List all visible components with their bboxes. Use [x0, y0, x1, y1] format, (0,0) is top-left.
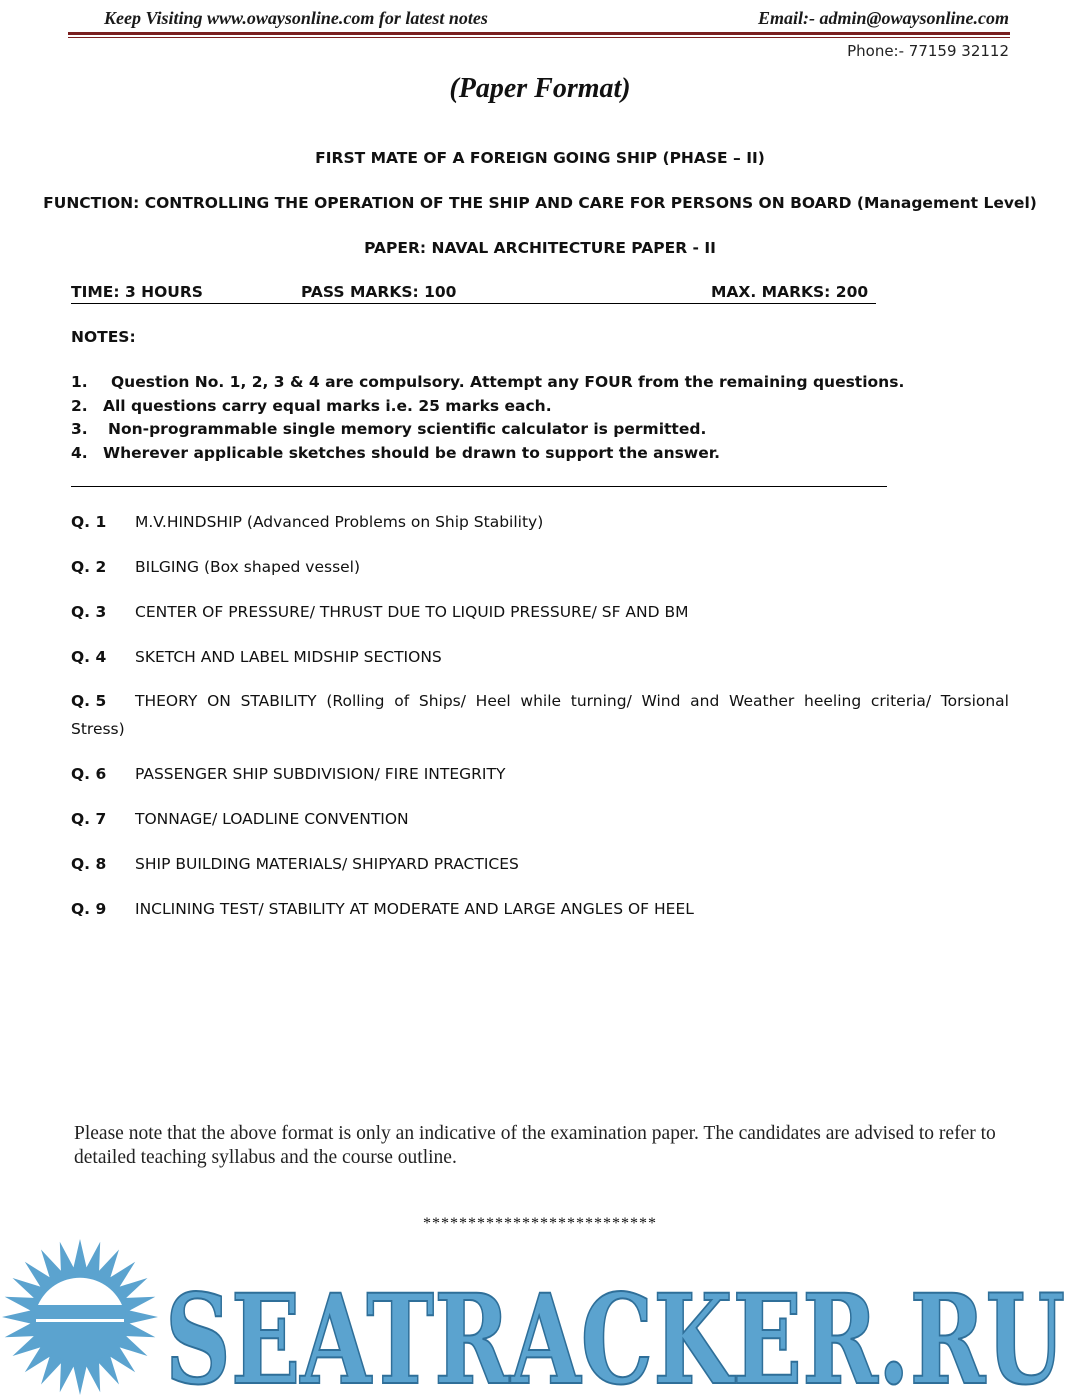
- header-email: Email:- admin@owaysonline.com: [758, 8, 1009, 28]
- question-number: Q. 3: [71, 603, 107, 621]
- question-number: Q. 4: [71, 648, 107, 666]
- question-number: Q. 8: [71, 855, 107, 873]
- paper-line: PAPER: NAVAL ARCHITECTURE PAPER - II: [364, 239, 716, 257]
- time-label: TIME: 3 HOURS: [71, 283, 203, 301]
- note-text: Question No. 1, 2, 3 & 4 are compulsory. Attempt any FOUR from the remaining questions.: [111, 373, 905, 391]
- note-item: [71, 373, 904, 391]
- header-rule-thin: [68, 37, 1010, 38]
- course-title: FIRST MATE OF A FOREIGN GOING SHIP (PHASE – II): [315, 149, 765, 167]
- note-text: All questions carry equal marks i.e. 25 marks each.: [103, 397, 552, 415]
- function-line: FUNCTION: CONTROLLING THE OPERATION OF THE SHIP AND CARE FOR PERSONS ON BOARD (Management Level): [43, 194, 1037, 212]
- note-number: 1.: [71, 373, 88, 391]
- question-number: Q. 1: [71, 513, 107, 531]
- question-text: PASSENGER SHIP SUBDIVISION/ FIRE INTEGRITY: [135, 765, 506, 783]
- question-number: Q. 7: [71, 810, 107, 828]
- question-text: INCLINING TEST/ STABILITY AT MODERATE AND LARGE ANGLES OF HEEL: [135, 900, 694, 918]
- question-text: SKETCH AND LABEL MIDSHIP SECTIONS: [135, 648, 442, 666]
- header-phone: Phone:- 77159 32112: [847, 42, 1009, 60]
- watermark-text: SEATRACKER.RU: [165, 1268, 1065, 1397]
- end-marker: **************************: [423, 1215, 657, 1232]
- question-number: Q. 9: [71, 900, 107, 918]
- note-item: [71, 420, 706, 438]
- question-text: M.V.HINDSHIP (Advanced Problems on Ship Stability): [135, 513, 544, 531]
- max-marks-label: MAX. MARKS: 200: [711, 283, 869, 301]
- note-item: [71, 397, 552, 415]
- question-text: TONNAGE/ LOADLINE CONVENTION: [135, 810, 409, 828]
- note-number: 3.: [71, 420, 88, 438]
- section-divider: [71, 486, 887, 487]
- question-text: BILGING (Box shaped vessel): [135, 558, 361, 576]
- question-text-continuation: Stress): [71, 720, 125, 738]
- notes-heading: NOTES:: [71, 328, 136, 346]
- sun-icon: [2, 1239, 158, 1395]
- disclaimer-note: Please note that the above format is only an indicative of the examination paper. The candidates are advised to refer to detailed teaching syllabus and the course outline.: [74, 1123, 996, 1168]
- question-number: Q. 6: [71, 765, 107, 783]
- question-text: SHIP BUILDING MATERIALS/ SHIPYARD PRACTICES: [135, 855, 519, 873]
- note-number: 4.: [71, 444, 88, 462]
- header-rule: [68, 32, 1010, 35]
- note-text: Non-programmable single memory scientific calculator is permitted.: [108, 420, 707, 438]
- question-text: CENTER OF PRESSURE/ THRUST DUE TO LIQUID PRESSURE/ SF AND BM: [135, 603, 689, 621]
- pass-marks-label: PASS MARKS: 100: [301, 283, 457, 301]
- question-text: THEORY ON STABILITY (Rolling of Ships/ Heel while turning/ Wind and Weather heeling criteria/ Torsional: [135, 692, 1009, 710]
- note-number: 2.: [71, 397, 88, 415]
- question-number: Q. 5: [71, 692, 107, 710]
- note-text: Wherever applicable sketches should be drawn to support the answer.: [103, 444, 721, 462]
- note-item: [71, 444, 720, 462]
- page-title: (Paper Format): [449, 73, 631, 104]
- question-number: Q. 2: [71, 558, 107, 576]
- header-tagline: Keep Visiting www.owaysonline.com for latest notes: [104, 8, 488, 28]
- exam-meta-row: [71, 283, 876, 304]
- watermark-logo: [0, 1235, 1080, 1397]
